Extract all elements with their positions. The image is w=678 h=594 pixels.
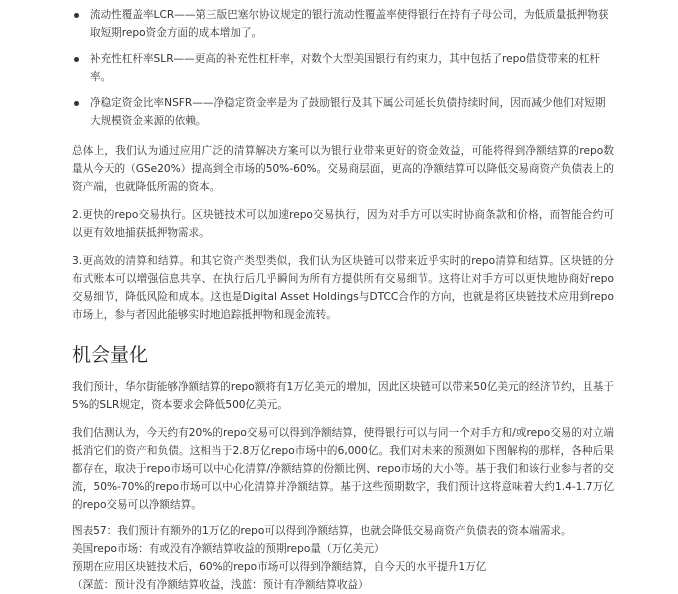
bullet-item-slr: [72, 50, 614, 86]
bullet-dot-icon: [74, 57, 79, 62]
summary-paragraph: 总体上，我们认为通过应用广泛的清算解决方案可以为银行业带来更好的资金效益，可能将得到净额结算的repo数量从今天的（GSe20%）提高到全市场的50%-60%。交易商层面，更高的净额结算可以降低交易商资产负债表上的资产端，也就降低所需的资本。: [72, 145, 614, 193]
section-heading: 机会量化: [72, 344, 149, 366]
bullet-item-nsfr: [72, 94, 614, 130]
bullet-text-slr: 补充性杠杆率SLR——更高的补充性杠杆率，对数个大型美国银行有约束力，其中包括了repo借贷带来的杠杆率。: [90, 53, 600, 83]
regulation-bullet-list: [72, 6, 614, 130]
article-page: [0, 6, 678, 591]
figure-caption: 图表57：我们预计有额外的1万亿的repo可以得到净额结算，也就会降低交易商资产负债表的资本端需求。: [72, 525, 572, 537]
quantification-paragraph-2: 我们估测认为，今天约有20%的repo交易可以得到净额结算，使得银行可以与同一个对手方和/或repo交易的对立端抵消它们的资产和负债。这相当于2.8万亿repo市场中的6,000亿。我们对未来的预测如下图解构的那样，各种后果都存在，取决于repo市场可以中心化清算/净额结算的份额比例、repo市场的大小等。基于我们和该行业参与者的交流，50%-70%的repo市场可以中心化清算并净额结算。基于这些预期数字，我们预计这将意味着大约1.4-1.7万亿的repo交易可以净额结算。: [72, 427, 614, 511]
point-3-paragraph: 3.更高效的清算和结算。和其它资产类型类似，我们认为区块链可以带来近乎实时的repo清算和结算。区块链的分布式账本可以增强信息共享、在执行后几乎瞬间为所有方提供所有交易细节。这将让对手方可以更快地协商好repo交易细节，降低风险和成本。这也是Digital Asset Holdings与DTCC合作的方向，也就是将区块链技术应用到repo市场上，参与者因此能够实时地追踪抵押物和现金流转。: [72, 255, 614, 321]
point-2-paragraph: 2.更快的repo交易执行。区块链技术可以加速repo交易执行，因为对手方可以实时协商条款和价格，而智能合约可以更有效地捕获抵押物需求。: [72, 209, 614, 239]
bullet-text-nsfr: 净稳定资金比率NSFR——净稳定资金率是为了鼓励银行及其下属公司延长负债持续时间，因而减少他们对短期大规模资金来源的依赖。: [90, 97, 606, 127]
bullet-item-lcr: [72, 6, 614, 42]
figure-subtitle: 美国repo市场：有或没有净额结算收益的预期repo量（万亿美元）: [72, 543, 385, 555]
figure-legend-note: （深蓝：预计没有净额结算收益，浅蓝：预计有净额结算收益）: [72, 579, 369, 591]
figure-note: 预期在应用区块链技术后，60%的repo市场可以得到净额结算，自今天的水平提升1万亿: [72, 561, 487, 573]
bullet-text-lcr: 流动性覆盖率LCR——第三版巴塞尔协议规定的银行流动性覆盖率使得银行在持有子母公司，为低质量抵押物获取短期repo资金方面的成本增加了。: [90, 9, 609, 39]
quantification-paragraph-1: 我们预计，华尔街能够净额结算的repo额将有1万亿美元的增加，因此区块链可以带来50亿美元的经济节约，且基于5%的SLR规定，资本要求会降低500亿美元。: [72, 381, 614, 411]
bullet-dot-icon: [74, 101, 79, 106]
figure-caption-block: [72, 522, 614, 594]
bullet-dot-icon: [74, 13, 79, 18]
